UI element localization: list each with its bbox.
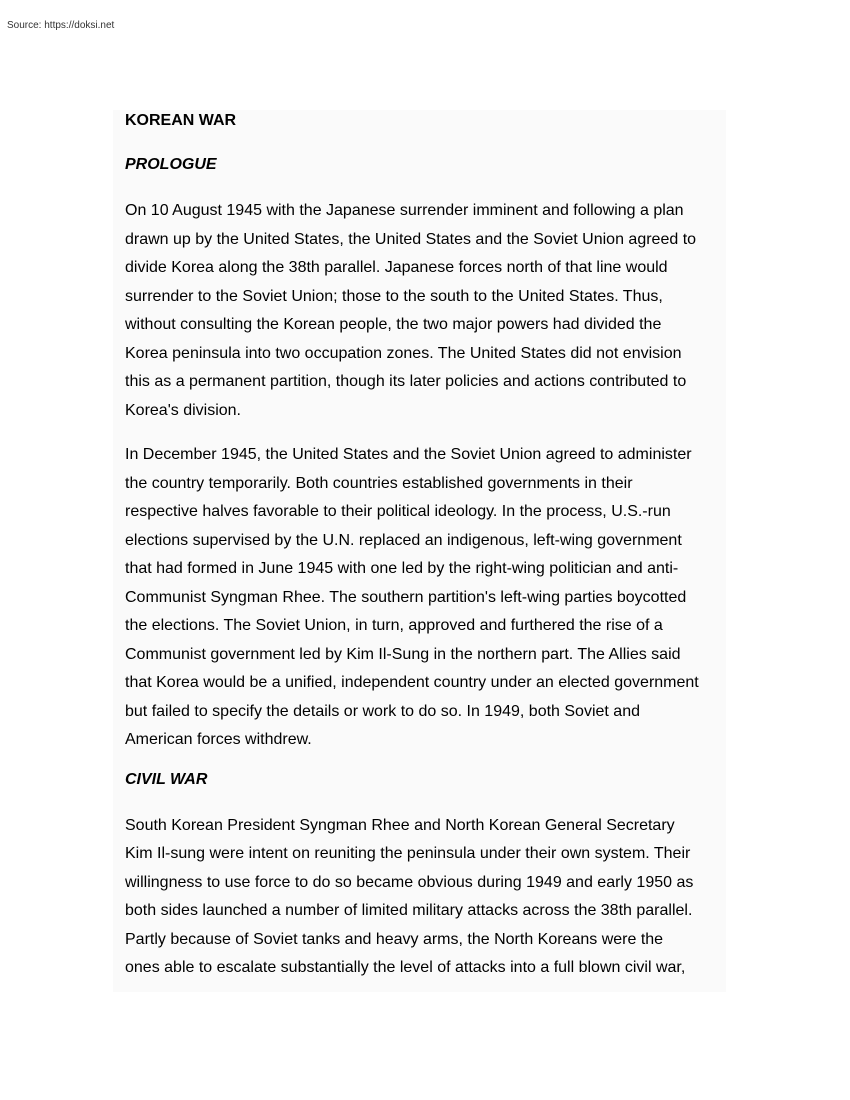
text-line: surrender to the Soviet Union; those to the south to the United States. Thus, <box>125 287 663 305</box>
text-line: Communist government led by Kim Il-Sung in the northern part. The Allies said <box>125 645 681 663</box>
text-line: willingness to use force to do so became obvious during 1949 and early 1950 as <box>125 873 694 891</box>
text-line: American forces withdrew. <box>125 731 312 748</box>
text-line: Kim Il-sung were intent on reuniting the peninsula under their own system. Their <box>125 845 691 862</box>
paragraph-prologue-1 <box>125 197 726 425</box>
document-title: KOREAN WAR <box>125 112 237 129</box>
text-line: but failed to specify the details or work to do so. In 1949, both Soviet and <box>125 702 640 720</box>
source-label: Source: https://doksi.net <box>7 20 115 31</box>
text-line: the country temporarily. Both countries established governments in their <box>125 474 633 492</box>
text-line: that Korea would be a unified, independent country under an elected government <box>125 674 699 691</box>
text-line: elections supervised by the U.N. replaced an indigenous, left-wing government <box>125 531 682 549</box>
text-line: ones able to escalate substantially the level of attacks into a full blown civil war, <box>125 959 686 976</box>
text-line: Communist Syngman Rhee. The southern partition's left-wing parties boycotted <box>125 588 687 606</box>
paragraph-prologue-2 <box>125 441 726 755</box>
text-line: without consulting the Korean people, the two major powers had divided the <box>125 316 662 333</box>
text-line: Korea peninsula into two occupation zones. The United States did not envision <box>125 344 682 362</box>
text-line: divide Korea along the 38th parallel. Japanese forces north of that line would <box>125 259 668 276</box>
text-line: In December 1945, the United States and the Soviet Union agreed to administer <box>125 446 692 463</box>
text-line: respective halves favorable to their political ideology. In the process, U.S.-run <box>125 503 671 520</box>
section-heading-prologue: PROLOGUE <box>125 156 217 173</box>
text-line: Korea's division. <box>125 401 241 419</box>
text-line: On 10 August 1945 with the Japanese surrender imminent and following a plan <box>125 202 684 219</box>
text-line: drawn up by the United States, the United States and the Soviet Union agreed to <box>125 230 697 248</box>
paragraph-civil-war-1 <box>125 812 726 983</box>
text-line: both sides launched a number of limited military attacks across the 38th parallel. <box>125 902 693 919</box>
text-line: this as a permanent partition, though its later policies and actions contributed to <box>125 373 687 390</box>
text-line: Partly because of Soviet tanks and heavy arms, the North Koreans were the <box>125 930 664 948</box>
text-line: that had formed in June 1945 with one led by the right-wing politician and anti- <box>125 560 679 577</box>
document-page <box>113 110 726 992</box>
text-line: the elections. The Soviet Union, in turn, approved and furthered the rise of a <box>125 617 663 634</box>
section-heading-civil-war: CIVIL WAR <box>125 770 208 788</box>
text-line: South Korean President Syngman Rhee and North Korean General Secretary <box>125 816 675 834</box>
